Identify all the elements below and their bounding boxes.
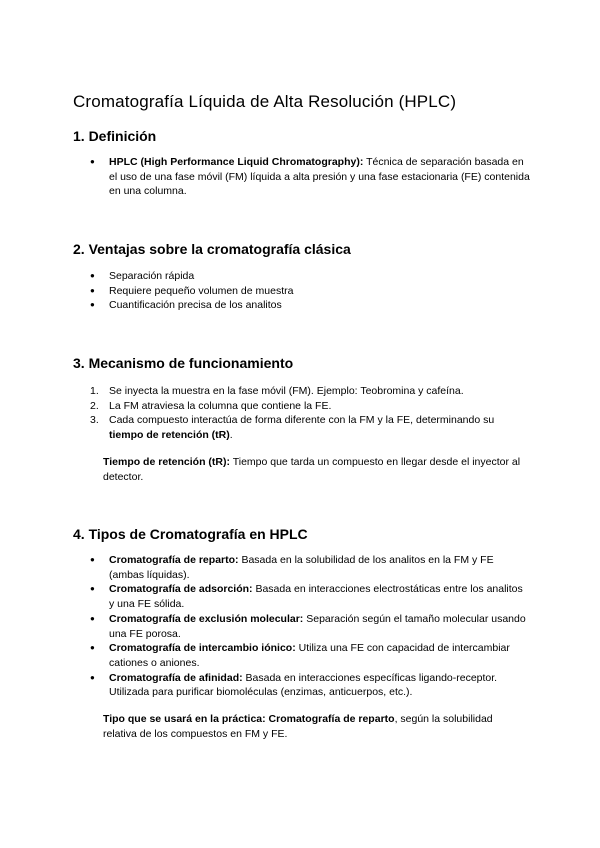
item-text: Utiliza una FE con capacidad de intercambiar cationes o aniones. <box>109 642 510 669</box>
chromatography-types-list <box>90 553 530 700</box>
note-text: , según la solubilidad relativa de los compuestos en FM y FE. <box>103 713 493 740</box>
list-item <box>90 671 530 700</box>
section-1-heading: 1. Definición <box>73 128 157 144</box>
item-term: HPLC (High Performance Liquid Chromatography): <box>109 156 364 168</box>
item-text: Técnica de separación basada en el uso de una fase móvil (FM) líquida a alta presión y una fase estacionaria (FE) contenida en una columna. <box>109 156 530 198</box>
item-text: Separación rápida <box>109 270 195 282</box>
list-item <box>90 582 530 611</box>
definition-list <box>90 155 530 199</box>
item-term: Cromatografía de exclusión molecular: <box>109 612 304 625</box>
advantages-list <box>90 269 530 313</box>
item-term: Cromatografía de reparto: <box>109 554 239 566</box>
retention-time-note <box>103 455 523 485</box>
numbered-item <box>90 399 530 414</box>
numbered-item <box>90 384 530 399</box>
mechanism-steps-list <box>90 384 530 443</box>
list-item <box>90 612 530 641</box>
item-number: 2. <box>90 399 99 412</box>
item-text-end: . <box>229 429 233 442</box>
note-term: Tiempo de retención (tR): <box>103 456 230 468</box>
item-term: Cromatografía de adsorción: <box>109 583 253 596</box>
section-3-heading: 3. Mecanismo de funcionamiento <box>73 355 294 371</box>
list-item <box>90 298 530 313</box>
item-text: Basada en la solubilidad de los analitos en la FM y FE (ambas líquidas). <box>109 554 494 581</box>
item-text: La FM atraviesa la columna que contiene la FE. <box>109 399 332 412</box>
item-text: Basada en interacciones electrostáticas entre los analitos y una FE sólida. <box>109 583 523 611</box>
item-number: 1. <box>90 385 99 397</box>
item-text: Separación según el tamaño molecular usando una FE porosa. <box>109 612 526 640</box>
list-item <box>90 155 530 199</box>
item-text: Basada en interacciones específicas ligando-receptor. Utilizada para purificar biomoléculas (enzimas, anticuerpos, etc.). <box>109 671 498 699</box>
item-term: Cromatografía de afinidad: <box>109 671 243 684</box>
list-item <box>90 553 530 582</box>
numbered-item <box>90 413 530 442</box>
list-item <box>90 641 530 670</box>
note-text: Tiempo que tarda un compuesto en llegar desde el inyector al detector. <box>103 456 521 483</box>
section-4-heading: 4. Tipos de Cromatografía en HPLC <box>73 526 308 542</box>
item-text: Requiere pequeño volumen de muestra <box>109 284 294 297</box>
list-item <box>90 284 530 299</box>
item-text: Se inyecta la muestra en la fase móvil (FM). Ejemplo: Teobromina y cafeína. <box>109 385 464 397</box>
item-term: tiempo de retención (tR) <box>109 429 230 442</box>
practice-type-note <box>103 712 523 742</box>
item-term: Cromatografía de intercambio iónico: <box>109 642 296 655</box>
page-title: Cromatografía Líquida de Alta Resolución (HPLC) <box>73 92 457 111</box>
item-text: Cada compuesto interactúa de forma diferente con la FM y la FE, determinando su <box>109 414 495 427</box>
note-term: Tipo que se usará en la práctica: Cromatografía de reparto <box>103 713 395 725</box>
item-text: Cuantificación precisa de los analitos <box>109 299 282 312</box>
item-number: 3. <box>90 414 99 427</box>
list-item <box>90 269 530 284</box>
section-2-heading: 2. Ventajas sobre la cromatografía clásica <box>73 241 351 257</box>
